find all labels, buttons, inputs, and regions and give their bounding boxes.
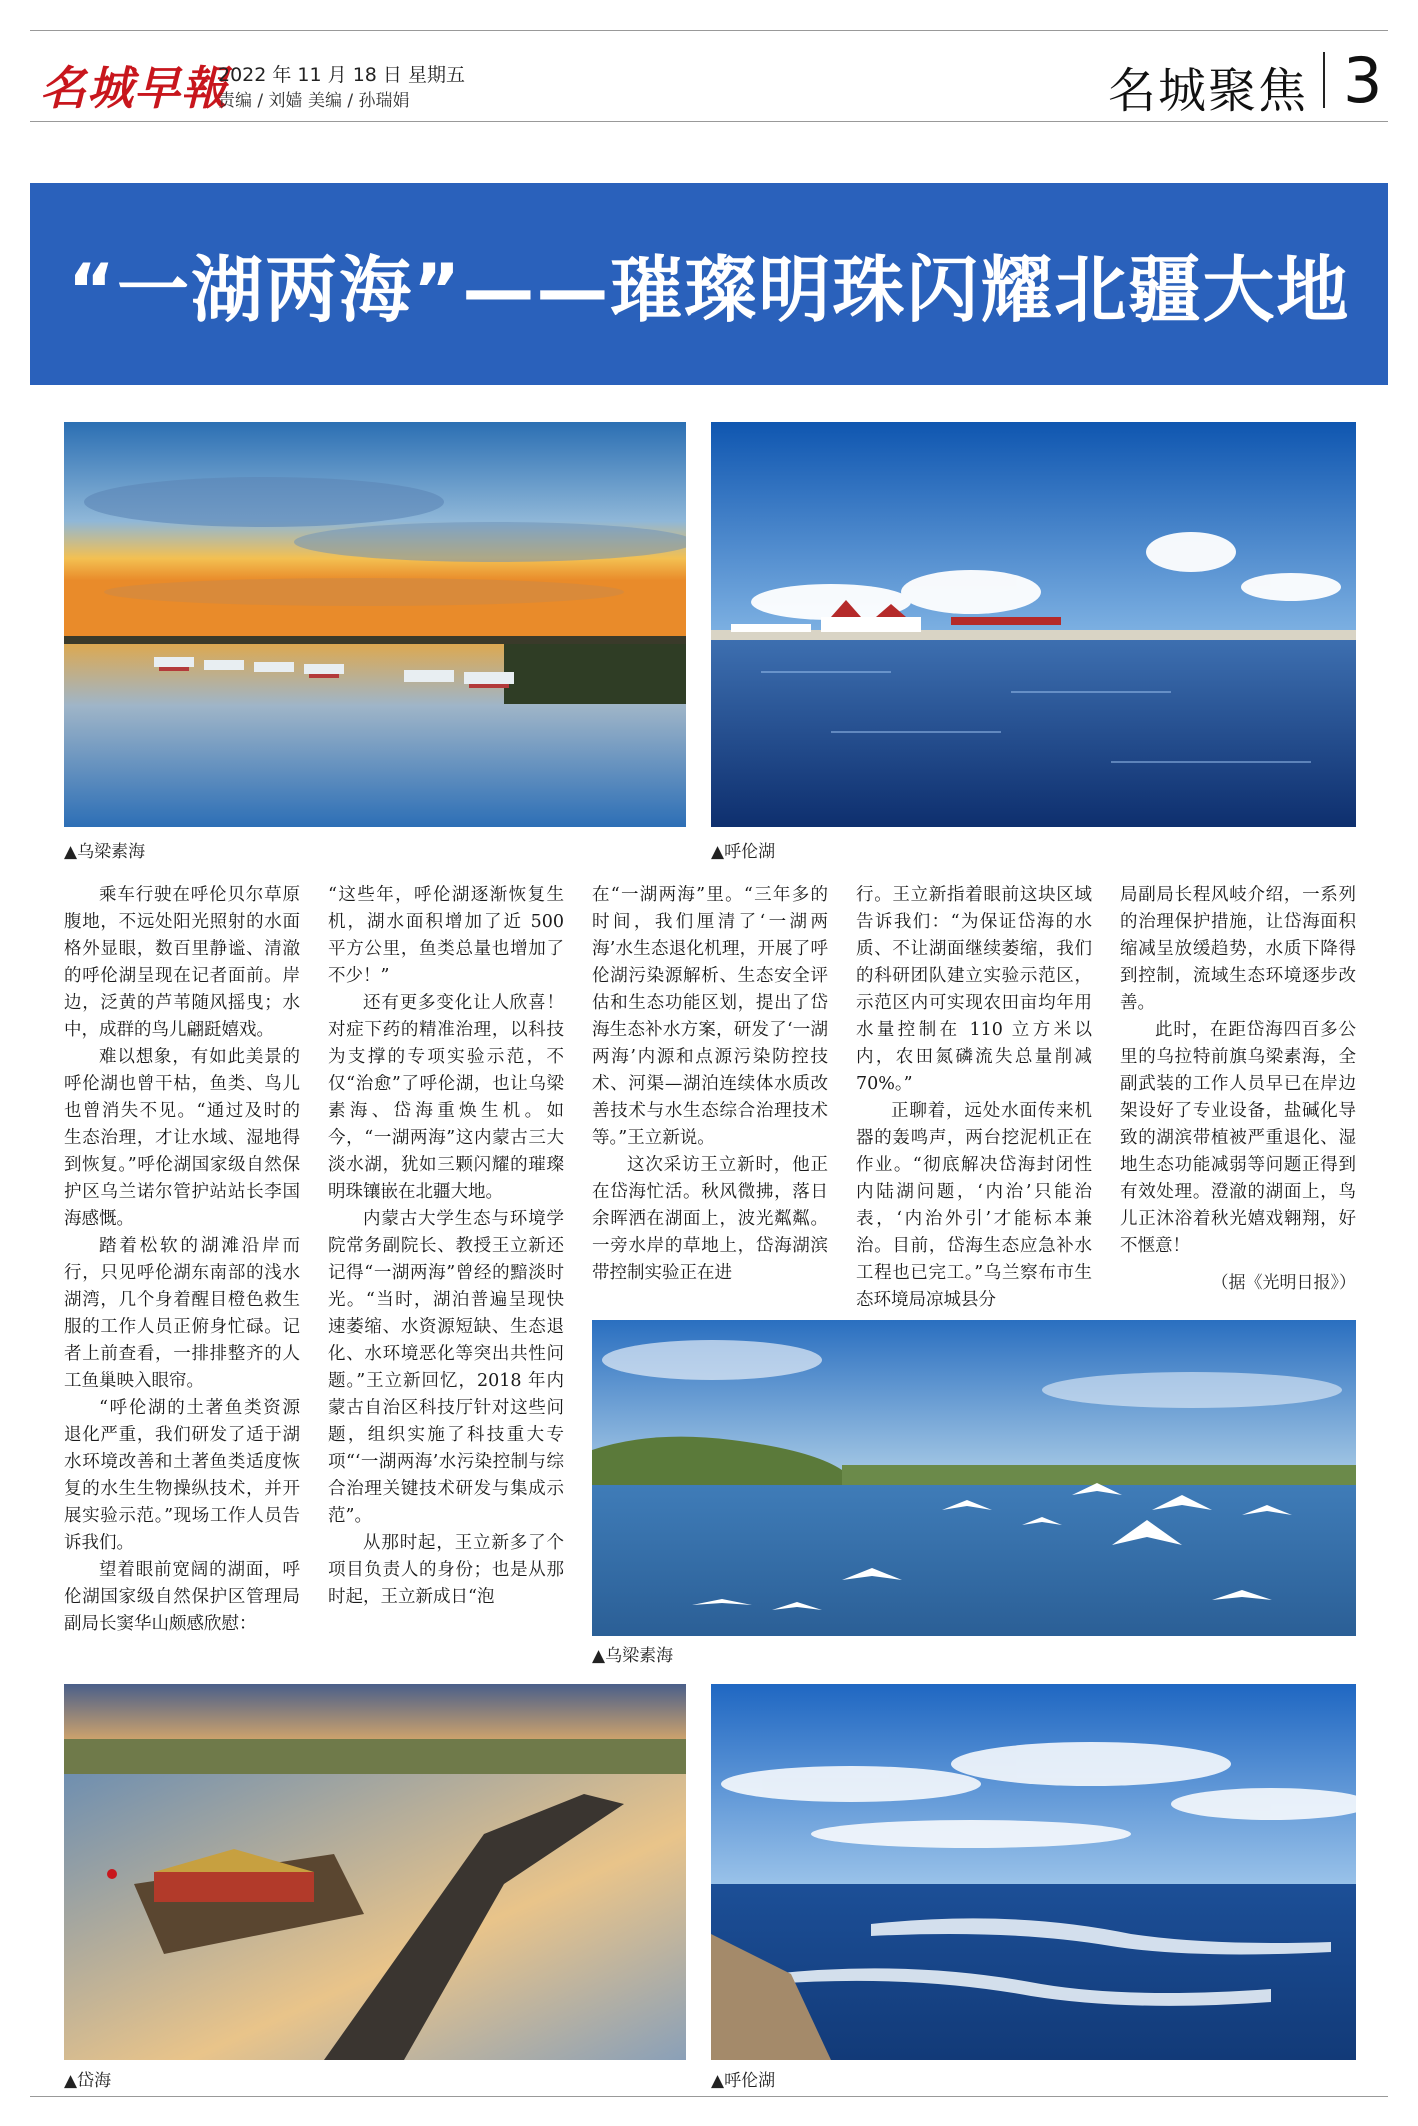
headline: “一湖两海”——璀璨明珠闪耀北疆大地 [67, 248, 1351, 332]
section-name: 名城聚焦 [1108, 63, 1309, 119]
photo-caption: ▲乌梁素海 [64, 842, 146, 862]
paragraph: 还有更多变化让人欣喜！对症下药的精准治理，以科技为支撑的专项实验示范，不仅“治愈”了呼伦湖，也让乌梁素海、岱海重焕生机。如今，“一湖两海”这内蒙古三大淡水湖，犹如三颗闪耀的璀璨明珠镶嵌在北疆大地。 [328, 993, 564, 1202]
page-number: 3 [1343, 44, 1383, 117]
article-column-3 [592, 882, 828, 1287]
photo-caption: ▲岱海 [64, 2071, 112, 2091]
photo-caption: ▲乌梁素海 [592, 1646, 674, 1666]
photo-sunset-lake [64, 422, 686, 827]
article-column-2 [328, 882, 564, 1611]
paragraph: 望着眼前宽阔的湖面，呼伦湖国家级自然保护区管理局副局长窦华山颇感欣慰： [64, 1560, 300, 1634]
issue-date: 2022 年 11 月 18 日 星期五 [218, 64, 465, 86]
section-divider [1323, 52, 1325, 108]
paragraph: 这次采访王立新时，他正在岱海忙活。秋风微拂，落日余晖洒在湖面上，波光粼粼。一旁水岸的草地上，岱海湖滨带控制实验正在进 [592, 1155, 828, 1283]
paragraph: “这些年，呼伦湖逐渐恢复生机，湖水面积增加了近 500 平方公里，鱼类总量也增加了不少！” [328, 885, 564, 986]
paragraph: 正聊着，远处水面传来机器的轰鸣声，两台挖泥机正在作业。“彻底解决岱海封闭性内陆湖问题，‘内治’只能治表，‘内治外引’才能标本兼治。目前，岱海生态应急补水工程也已完工。”乌兰察布市生态环境局凉城县分 [856, 1101, 1092, 1310]
article-source: （据《光明日报》） [1211, 1273, 1356, 1293]
photo-birds-lake [592, 1320, 1356, 1636]
header-rule [30, 121, 1388, 122]
photo-caption: ▲呼伦湖 [711, 842, 776, 862]
photo-hulun-lake [711, 422, 1356, 827]
bottom-rule [30, 2096, 1388, 2097]
photo-caption: ▲呼伦湖 [711, 2071, 776, 2091]
photo-hulun-waves [711, 1684, 1356, 2060]
paragraph: 内蒙古大学生态与环境学院常务副院长、教授王立新还记得“一湖两海”曾经的黯淡时光。“当时，湖泊普遍呈现快速萎缩、水资源短缺、生态退化、水环境恶化等突出共性问题。”王立新回忆，2018 年内蒙古自治区科技厅针对这些问题，组织实施了科技重大专项“‘一湖两海’水污染控制与综合治理关键技术研发与集成示范”。 [328, 1209, 564, 1526]
masthead-logo: 名城早報 [40, 61, 228, 115]
paragraph: 局副局长程风岐介绍，一系列的治理保护措施，让岱海面积缩减呈放缓趋势，水质下降得到控制，流域生态环境逐步改善。 [1120, 885, 1356, 1013]
paragraph: “呼伦湖的土著鱼类资源退化严重，我们研发了适于湖水环境改善和土著鱼类适度恢复的水生生物操纵技术，并开展实验示范。”现场工作人员告诉我们。 [64, 1398, 300, 1553]
paragraph: 踏着松软的湖滩沿岸而行，只见呼伦湖东南部的浅水湖湾，几个身着醒目橙色救生服的工作人员正俯身忙碌。记者上前查看，一排排整齐的人工鱼巢映入眼帘。 [64, 1236, 300, 1391]
paragraph: 乘车行驶在呼伦贝尔草原腹地，不远处阳光照射的水面格外显眼，数百里静谧、清澈的呼伦湖呈现在记者面前。岸边，泛黄的芦苇随风摇曳；水中，成群的鸟儿翩跹嬉戏。 [64, 885, 300, 1040]
editor-credits: 责编 / 刘嫱 美编 / 孙瑞娟 [218, 91, 410, 111]
article-column-4 [856, 882, 1092, 1314]
article-column-1 [64, 882, 300, 1638]
top-rule [30, 30, 1388, 31]
paragraph: 此时，在距岱海四百多公里的乌拉特前旗乌梁素海，全副武装的工作人员早已在岸边架设好了专业设备，盐碱化导致的湖滨带植被严重退化、湿地生态功能减弱等问题正得到有效处理。澄澈的湖面上，鸟儿正沐浴着秋光嬉戏翱翔，好不惬意！ [1120, 1020, 1356, 1256]
paragraph: 难以想象，有如此美景的呼伦湖也曾干枯，鱼类、鸟儿也曾消失不见。“通过及时的生态治理，才让水域、湿地得到恢复。”呼伦湖国家级自然保护区乌兰诺尔管护站站长李国海感慨。 [64, 1047, 300, 1229]
photo-daihai-pier [64, 1684, 686, 2060]
paragraph: 行。王立新指着眼前这块区域告诉我们：“为保证岱海的水质、不让湖面继续萎缩，我们的科研团队建立实验示范区，示范区内可实现农田亩均年用水量控制在 110 立方米以内，农田氮磷流失总量削减 70%。” [856, 885, 1092, 1094]
paragraph: 在“一湖两海”里。“三年多的时间，我们厘清了‘一湖两海’水生态退化机理，开展了呼伦湖污染源解析、生态安全评估和生态功能区划，提出了岱海生态补水方案，研发了‘一湖两海’内源和点源污染防控技术、河渠—湖泊连续体水质改善技术与水生态综合治理技术等。”王立新说。 [592, 885, 828, 1148]
paragraph: 从那时起，王立新多了个项目负责人的身份；也是从那时起，王立新成日“泡 [328, 1533, 564, 1607]
article-column-5 [1120, 882, 1356, 1297]
